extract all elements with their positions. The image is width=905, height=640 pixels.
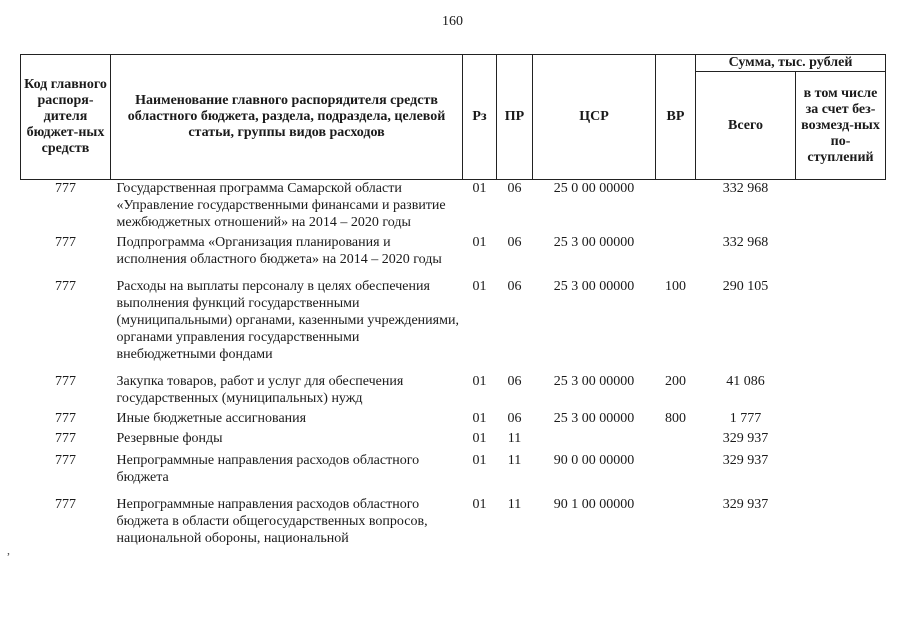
row-incl	[796, 430, 886, 452]
row-name: Государственная программа Самарской области «Управление государственными финансами и развитие межбюджетных отношений» на 2014 – 2020 годы	[116, 181, 446, 230]
row-incl	[796, 373, 886, 410]
row-vr: 100	[665, 279, 686, 294]
row-incl	[796, 496, 886, 547]
row-name: Непрограммные направления расходов областного бюджета	[116, 453, 420, 485]
page-number: 160	[442, 14, 463, 29]
table-row	[21, 430, 886, 452]
header-sum-group: Сумма, тыс. рублей	[696, 55, 886, 72]
row-pr: 06	[507, 374, 522, 389]
header-name: Наименование главного распорядителя средств областного бюджета, раздела, подраздела, целевой статьи, группы видов расходов	[111, 55, 463, 180]
header-vr: ВР	[656, 55, 696, 180]
row-vr: 200	[665, 374, 686, 389]
table-row	[21, 496, 886, 547]
row-code: 777	[55, 374, 76, 389]
table-row	[21, 180, 886, 235]
row-pr: 11	[507, 431, 522, 446]
row-csr: 90 0 00 00000	[553, 453, 635, 468]
row-name: Закупка товаров, работ и услуг для обеспечения государственных (муниципальных) нужд	[116, 374, 404, 406]
row-total: 329 937	[722, 497, 769, 512]
row-pr: 06	[507, 235, 522, 250]
row-rz: 01	[472, 235, 487, 250]
row-vr	[656, 180, 696, 235]
row-rz: 01	[472, 431, 487, 446]
header-rz: Рз	[463, 55, 497, 180]
header-csr: ЦСР	[533, 55, 656, 180]
row-incl	[796, 410, 886, 430]
row-name: Подпрограмма «Организация планирования и исполнения областного бюджета» на 2014 – 2020 годы	[116, 235, 442, 267]
row-vr	[656, 452, 696, 496]
row-vr	[656, 496, 696, 547]
row-total: 329 937	[722, 453, 769, 468]
header-incl: в том числе за счет без-возмезд-ных по-ступлений	[796, 72, 886, 180]
row-csr: 25 3 00 00000	[553, 279, 635, 294]
row-pr: 06	[507, 279, 522, 294]
row-total: 1 777	[729, 411, 762, 426]
table-row	[21, 234, 886, 278]
row-name: Расходы на выплаты персоналу в целях обеспечения выполнения функций государственными (муниципальными) органами, казенными учреждениями, органами управления государственными внебюджетными фондами	[116, 279, 459, 362]
row-rz: 01	[472, 411, 487, 426]
header-code: Код главного распоря-дителя бюджет-ных средств	[21, 55, 111, 180]
budget-table	[20, 54, 886, 547]
table-row	[21, 373, 886, 410]
header-pr: ПР	[497, 55, 533, 180]
row-vr: 800	[665, 411, 686, 426]
row-total: 332 968	[722, 235, 769, 250]
row-vr	[656, 430, 696, 452]
table-header	[21, 55, 886, 180]
row-rz: 01	[472, 497, 487, 512]
row-csr: 25 3 00 00000	[553, 374, 635, 389]
row-rz: 01	[472, 374, 487, 389]
row-name: Резервные фонды	[116, 431, 223, 446]
margin-mark: ,	[7, 543, 10, 557]
row-rz: 01	[472, 181, 487, 196]
row-pr: 11	[507, 453, 522, 468]
row-code: 777	[55, 411, 76, 426]
row-total: 329 937	[722, 431, 769, 446]
table-row	[21, 452, 886, 496]
row-code: 777	[55, 279, 76, 294]
row-code: 777	[55, 497, 76, 512]
row-incl	[796, 278, 886, 373]
row-total: 41 086	[726, 374, 765, 389]
row-incl	[796, 234, 886, 278]
row-vr	[656, 234, 696, 278]
row-pr: 06	[507, 181, 522, 196]
row-incl	[796, 180, 886, 235]
row-csr	[533, 430, 656, 452]
row-incl	[796, 452, 886, 496]
row-csr: 25 3 00 00000	[553, 235, 635, 250]
row-pr: 06	[507, 411, 522, 426]
table-row	[21, 278, 886, 373]
row-pr: 11	[507, 497, 522, 512]
row-code: 777	[55, 431, 76, 446]
row-name: Иные бюджетные ассигнования	[116, 411, 307, 426]
row-total: 290 105	[722, 279, 769, 294]
table-body	[21, 180, 886, 548]
row-csr: 25 3 00 00000	[553, 411, 635, 426]
table-row	[21, 410, 886, 430]
row-rz: 01	[472, 453, 487, 468]
row-name: Непрограммные направления расходов областного бюджета в области общегосударственных вопросов, национальной обороны, национальной	[116, 497, 428, 546]
row-csr: 90 1 00 00000	[553, 497, 635, 512]
row-rz: 01	[472, 279, 487, 294]
row-code: 777	[55, 453, 76, 468]
row-csr: 25 0 00 00000	[553, 181, 635, 196]
row-code: 777	[55, 235, 76, 250]
row-code: 777	[55, 181, 76, 196]
row-total: 332 968	[722, 181, 769, 196]
header-total: Всего	[696, 72, 796, 180]
